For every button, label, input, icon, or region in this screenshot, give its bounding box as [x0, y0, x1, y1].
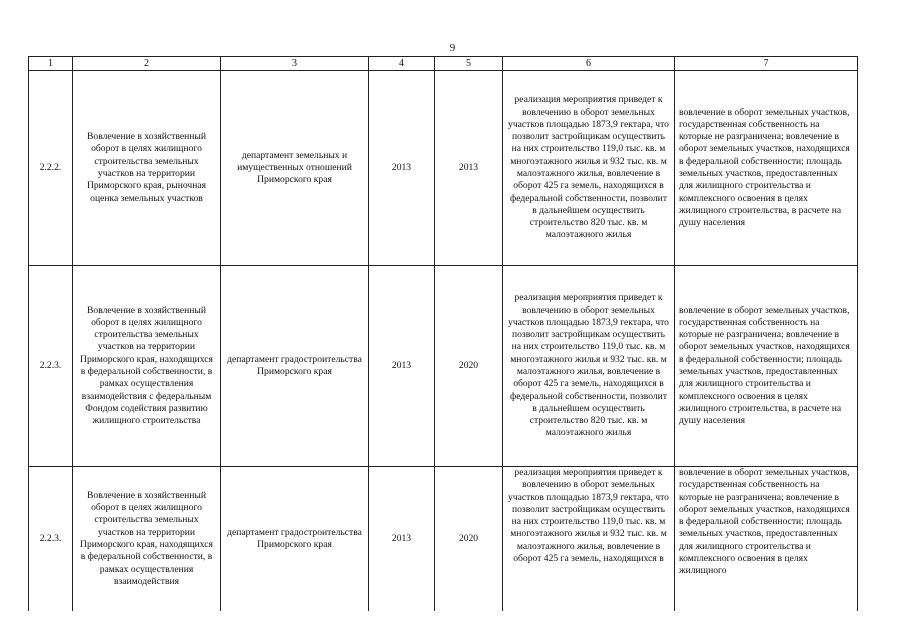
measure-name: Вовлечение в хозяйственный оборот в целях жилищного строительства земельных участков на территории Приморского края, находящихся в федеральной собственности, в рамках осуществления взаимодействия с федеральным Фондом содействия развитию жилищного строительства — [73, 266, 221, 467]
col-header-7: 7 — [675, 57, 858, 71]
expected-result: реализация мероприятия приведет к вовлечению в оборот земельных участков площадью 1873,9 гектара, что позволит застройщикам осуществить на них строительство 119,0 тыс. кв. м многоэтажного жилья и 932 тыс. кв. м малоэтажного жилья, вовлечение в оборот 425 га земель, находящихся в — [508, 467, 669, 565]
indicator: вовлечение в оборот земельных участков, государственная собственность на которые не разграничена; вовлечение в оборот земельных участков, находящихся в федеральной собственности; площадь земельных участков, предоставленных для жилищного строительства и комплексного освоения в целях жилищного строительства, в расчете на душу населения — [675, 71, 858, 266]
expected-result: реализация мероприятия приведет к вовлечению в оборот земельных участков площадью 1873,9 гектара, что позволит застройщикам осуществить на них строительство 119,0 тыс. кв. м многоэтажного жилья и 932 тыс. кв. м малоэтажного жилья, вовлечение в оборот 425 га земель, находящихся в федеральной собственности, позволит в дальнейшем осуществить строительство 820 тыс. кв. м малоэтажного жилья — [503, 71, 675, 266]
row-number: 2.2.3. — [29, 266, 73, 467]
col-header-5: 5 — [435, 57, 503, 71]
executor: департамент градостроительства Приморского края — [221, 266, 369, 467]
row-number: 2.2.3. — [29, 467, 73, 612]
table-row — [29, 467, 858, 612]
end-year: 2020 — [435, 467, 503, 612]
measure-name: Вовлечение в хозяйственный оборот в целях жилищного строительства земельных участков на территории Приморского края, рыночная оценка земельных участков — [73, 71, 221, 266]
end-year: 2020 — [435, 266, 503, 467]
start-year: 2013 — [369, 467, 435, 612]
indicator-cell — [675, 467, 858, 612]
table-row — [29, 266, 858, 467]
indicator: вовлечение в оборот земельных участков, государственная собственность на которые не разграничена; вовлечение в оборот земельных участков, находящихся в федеральной собственности; площадь земельных участков, предоставленных для жилищного строительства и комплексного освоения в целях жилищного — [679, 467, 850, 577]
start-year: 2013 — [369, 266, 435, 467]
indicator: вовлечение в оборот земельных участков, государственная собственность на которые не разграничена; вовлечение в оборот земельных участков, находящихся в федеральной собственности; площадь земельных участков, предоставленных для жилищного строительства и комплексного освоения в целях жилищного строительства, в расчете на душу населения — [675, 266, 858, 467]
program-table — [28, 56, 858, 611]
header-row — [29, 57, 858, 71]
table-row — [29, 71, 858, 266]
row-number: 2.2.2. — [29, 71, 73, 266]
start-year: 2013 — [369, 71, 435, 266]
executor: департамент земельных и имущественных отношений Приморского края — [221, 71, 369, 266]
col-header-3: 3 — [221, 57, 369, 71]
col-header-2: 2 — [73, 57, 221, 71]
col-header-4: 4 — [369, 57, 435, 71]
expected-result-cell — [503, 467, 675, 612]
executor: департамент градостроительства Приморского края — [221, 467, 369, 612]
measure-name: Вовлечение в хозяйственный оборот в целях жилищного строительства земельных участков на территории Приморского края, находящихся в федеральной собственности, в рамках осуществления взаимодействия — [73, 467, 221, 612]
col-header-1: 1 — [29, 57, 73, 71]
end-year: 2013 — [435, 71, 503, 266]
col-header-6: 6 — [503, 57, 675, 71]
expected-result: реализация мероприятия приведет к вовлечению в оборот земельных участков площадью 1873,9 гектара, что позволит застройщикам осуществить на них строительство 119,0 тыс. кв. м многоэтажного жилья и 932 тыс. кв. м малоэтажного жилья, вовлечение в оборот 425 га земель, находящихся в федеральной собственности, позволит в дальнейшем осуществить строительство 820 тыс. кв. м малоэтажного жилья — [503, 266, 675, 467]
page-number: 9 — [449, 42, 456, 54]
